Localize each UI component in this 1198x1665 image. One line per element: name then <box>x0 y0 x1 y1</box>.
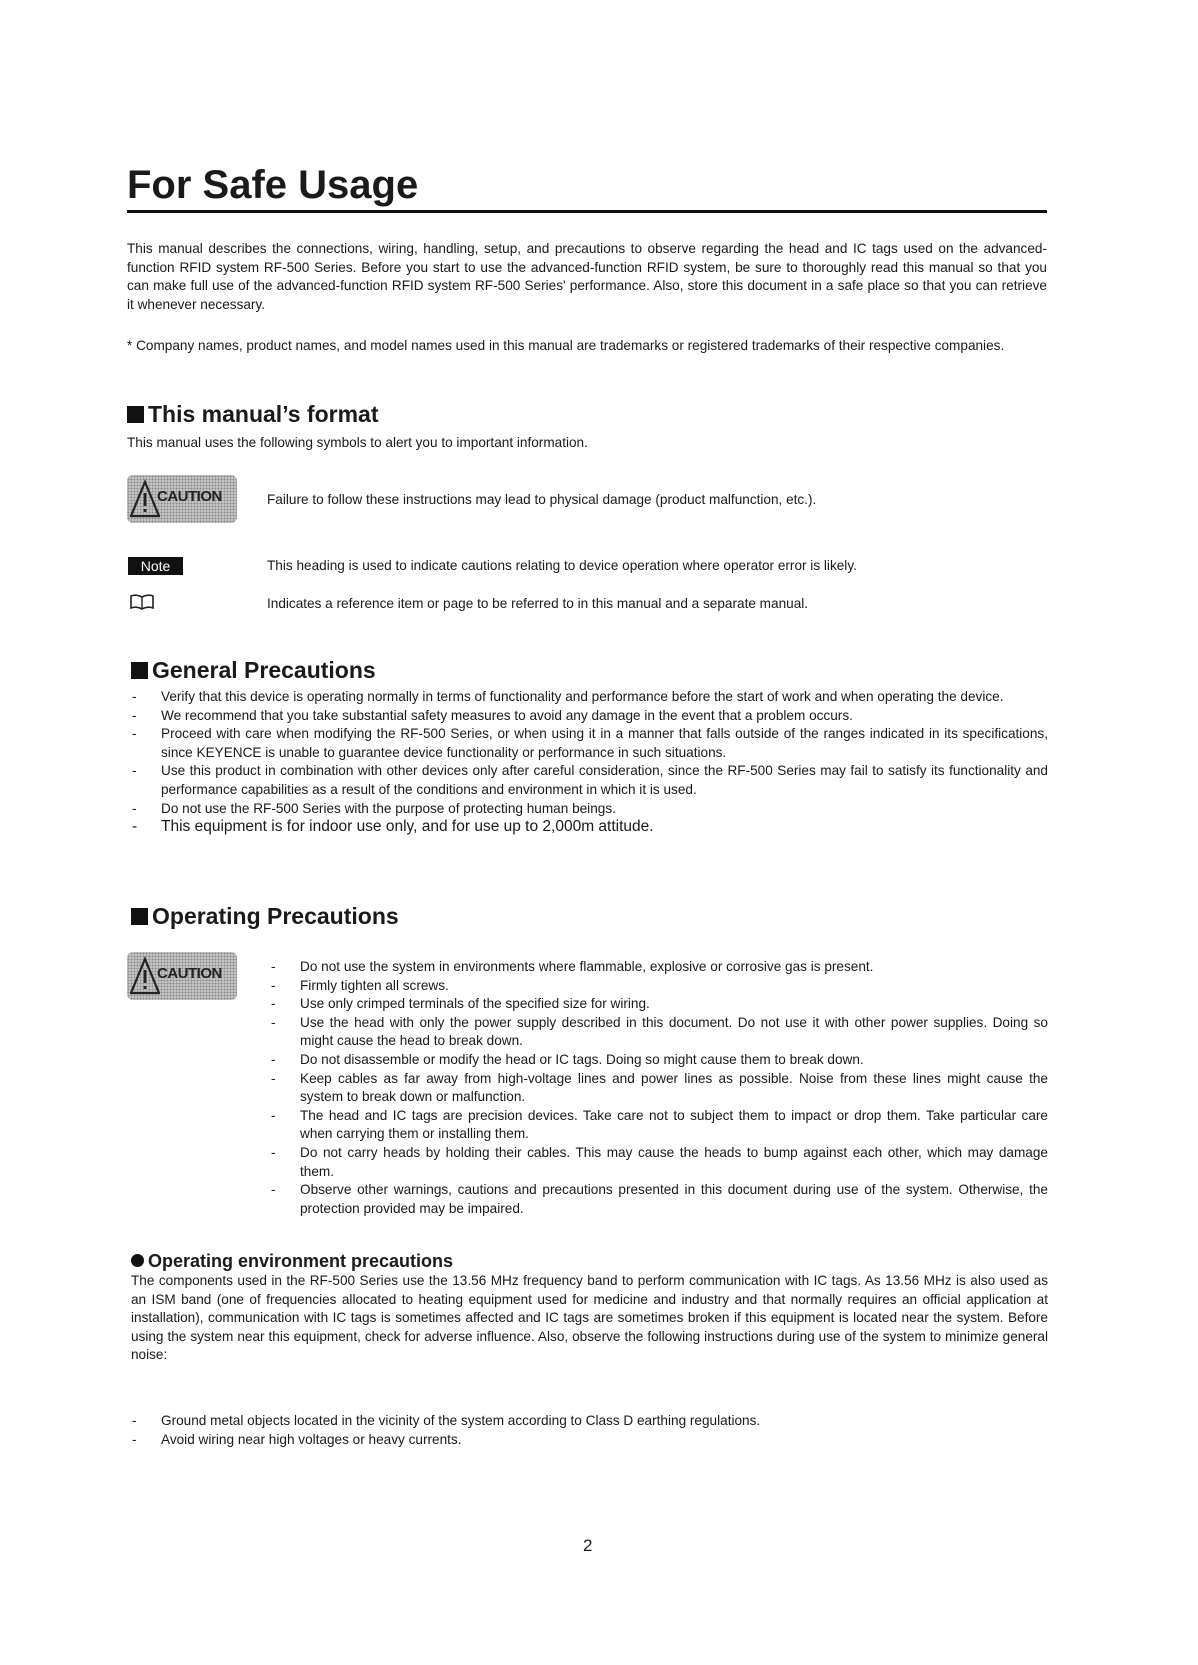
page-title: For Safe Usage <box>127 162 1047 213</box>
note-icon: Note <box>128 557 183 575</box>
list-item: - We recommend that you take substantial safety measures to avoid any damage in the event that a problem occurs. <box>128 707 1048 726</box>
environment-heading-text: Operating environment precautions <box>148 1251 454 1271</box>
square-bullet-icon <box>131 908 148 925</box>
list-item: - Use this product in combination with other devices only after careful consideration, since the RF-500 Series may fail to satisfy its functionality and performance capabilities as a result of the conditions and environment in which it is used. <box>128 762 1048 799</box>
environment-paragraph: The components used in the RF-500 Series use the 13.56 MHz frequency band to perform communication with IC tags. As 13.56 MHz is also used as an ISM band (one of frequencies allocated to heating equipment used for medicine and industry and that normally requires an official application at installation), communication with IC tags is sometimes affected and IC tags are sometimes broken if this equipment is located near the system. Before using the system near this equipment, check for adverse influence. Also, observe the following instructions during use of the system to minimize general noise: <box>131 1273 1048 1363</box>
list-item: - Do not disassemble or modify the head or IC tags. Doing so might cause them to break down. <box>267 1051 1048 1070</box>
caution-icon <box>127 952 237 1000</box>
trademark-note: * Company names, product names, and model names used in this manual are trademarks or registered trademarks of their respective companies. <box>127 338 1005 353</box>
page-number: 2 <box>583 1536 593 1555</box>
list-item: - Keep cables as far away from high-voltage lines and power lines as possible. Noise from these lines might cause the system to break down or malfunction. <box>267 1070 1048 1107</box>
list-item: - Avoid wiring near high voltages or heavy currents. <box>128 1431 1048 1450</box>
list-item: - Observe other warnings, cautions and precautions presented in this document during use of the system. Otherwise, the protection provided may be impaired. <box>267 1181 1048 1218</box>
list-item: - Verify that this device is operating normally in terms of functionality and performance before the start of work and when operating the device. <box>128 688 1048 707</box>
caution-label: CAUTION <box>157 488 222 505</box>
format-intro: This manual uses the following symbols to alert you to important information. <box>127 435 588 450</box>
general-precautions-heading <box>131 656 376 684</box>
intro-paragraph: This manual describes the connections, wiring, handling, setup, and precautions to observe regarding the head and IC tags used on the advanced-function RFID system RF-500 Series. Before you start to use the advanced-function RFID system, be sure to thoroughly read this manual so that you can make full use of the advanced-function RFID system RF-500 Series' performance. Also, store this document in a safe place so that you can retrieve it whenever necessary. <box>127 241 1047 312</box>
list-item: - Ground metal objects located in the vicinity of the system according to Class D earthing regulations. <box>128 1412 1048 1431</box>
environment-heading <box>131 1250 453 1272</box>
reference-description: Indicates a reference item or page to be referred to in this manual and a separate manual. <box>267 596 809 611</box>
list-item: - Use the head with only the power supply described in this document. Do not use it with other power supplies. Doing so might cause the head to break down. <box>267 1014 1048 1051</box>
caution-description: Failure to follow these instructions may lead to physical damage (product malfunction, etc.). <box>267 492 817 507</box>
square-bullet-icon <box>127 406 144 423</box>
list-item: - Do not use the RF-500 Series with the purpose of protecting human beings. <box>128 800 1048 819</box>
list-item: - Firmly tighten all screws. <box>267 977 1048 996</box>
general-precautions-heading-text: General Precautions <box>152 657 376 683</box>
operating-precautions-heading-text: Operating Precautions <box>152 903 399 929</box>
list-item: - Proceed with care when modifying the RF-500 Series, or when using it in a manner that falls outside of the ranges indicated in its specifications, since KEYENCE is unable to guarantee device functionality or performance in such situations. <box>128 725 1048 762</box>
caution-label: CAUTION <box>157 965 222 982</box>
operating-precautions-heading <box>131 902 399 930</box>
list-item: - The head and IC tags are precision devices. Take care not to subject them to impact or drop them. Take particular care when carrying them or installing them. <box>267 1107 1048 1144</box>
operating-precautions-list <box>267 958 1048 1218</box>
book-icon <box>129 593 155 611</box>
format-heading <box>127 400 378 428</box>
list-item: - Do not use the system in environments where flammable, explosive or corrosive gas is present. <box>267 958 1048 977</box>
list-item: - Do not carry heads by holding their cables. This may cause the heads to bump against each other, which may damage them. <box>267 1144 1048 1181</box>
format-heading-text: This manual’s format <box>148 401 379 427</box>
bullet-dot-icon <box>131 1254 144 1267</box>
note-description: This heading is used to indicate cautions relating to device operation where operator error is likely. <box>267 558 857 573</box>
environment-list <box>128 1412 1048 1449</box>
caution-icon <box>127 475 237 523</box>
general-precautions-list <box>128 688 1048 837</box>
list-item: - Use only crimped terminals of the specified size for wiring. <box>267 995 1048 1014</box>
square-bullet-icon <box>131 662 148 679</box>
list-item: - This equipment is for indoor use only, and for use up to 2,000m attitude. <box>128 818 1048 837</box>
